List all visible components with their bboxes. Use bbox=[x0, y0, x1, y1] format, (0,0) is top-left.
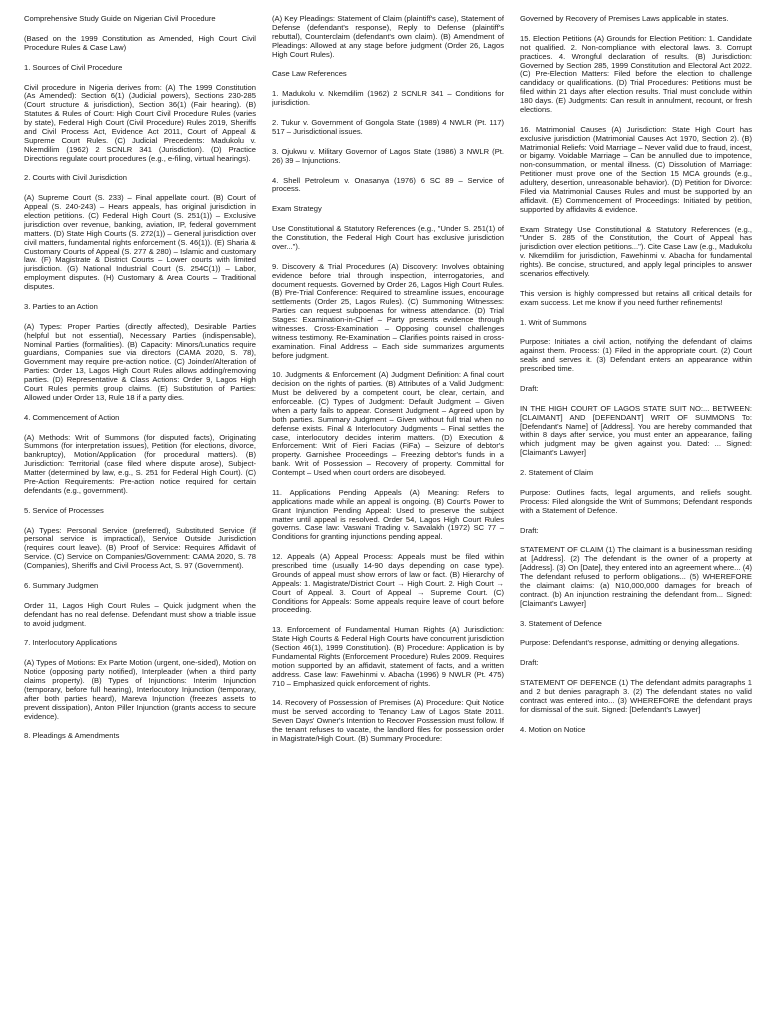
section-heading: Case Law References bbox=[272, 69, 347, 79]
section-heading: 3. Parties to an Action bbox=[24, 301, 98, 311]
section-heading: 8. Pleadings & Amendments bbox=[24, 731, 120, 741]
paragraph: (A) Key Pleadings: Statement of Claim (plaintiff's case), Statement of Defense (defendant's response), Reply to Defense (plaintiff's rebuttal), Counterclaim (defendant's own claim). (B) Amendment of Pleadings: Allowed at any stage before judgment (Order 26, Lagos High Court Rules). bbox=[272, 15, 504, 59]
paragraph: 13. Enforcement of Fundamental Human Rights (A) Jurisdiction: State High Courts & Federal High Courts have concurrent jurisdiction (Section 46(1), 1999 Constitution). (B) Procedure: Application is by Fundamental Rights (Enforcement Procedure) Rules 2009. Requires motion supported by an affidavit, statement of facts, and a written address. Case law: Fawehinmi v. Abacha (1996) 9 NWLR (Pt. 475) 710 – Emphasized quick enforcement of rights. bbox=[272, 625, 504, 688]
paragraph: Use Constitutional & Statutory References (e.g., "Under S. 251(1) of the Constitution, the Federal High Court has exclusive jurisdiction over..."). bbox=[272, 224, 504, 251]
section-heading: 3. Statement of Defence bbox=[520, 618, 602, 628]
paragraph: (A) Types: Personal Service (preferred), Substituted Service (if personal service is impractical), Service Outside Jurisdiction (requires court leave). (B) Proof of Service: Requires Affidavit of Service. (C) Service on Companies/Government: CAMA 2020, S. 78 (Companies), Sheriffs and Civil Process Act, S. 97 (Government). bbox=[24, 525, 256, 570]
paragraph: 10. Judgments & Enforcement (A) Judgment Definition: A final court decision on the rights of parties. (B) Attributes of a Valid Judgment: Must be delivered by a competent court, be clear, certain, and enforceable. (C) Types of Judgment: Default Judgment – Given when a party fails to appear. Consent Judgment – Agreed upon by both parties. Summary Judgment – Given without full trial when no defense exists. Final & Interlocutory Judgments – Final settles the case, interlocutory decides interim matters. (D) Execution & Enforcement: Writ of Fieri Facias (FiFa) – Seizure of debtor's property. Garnishee Proceedings – Freezing debtor's funds in a bank. Writ of Possession – Recovery of property. Committal for Contempt – Used when court orders are disobeyed. bbox=[272, 370, 504, 477]
section-heading: Draft: bbox=[520, 658, 539, 668]
paragraph: Exam Strategy Use Constitutional & Statutory References (e.g., "Under S. 285 of the Constitution, the Court of Appeal has jurisdiction over election petitions..."). Cite Case Law (e.g., Madukolu v. Nkemdilim for jurisdiction, Fawehinmi v. Abacha for fundamental rights). Be concise, structured, and apply legal principles to answer scenarios effectively. bbox=[520, 224, 752, 278]
paragraph: IN THE HIGH COURT OF LAGOS STATE SUIT NO:... BETWEEN: [CLAIMANT] AND [DEFENDANT] WRIT OF SUMMONS To: [Defendant's Name] of [Address]. You are hereby commanded that within 8 days after service, you must enter an appearance, failing which judgment may be given against you. Dated: ... Signed: [Claimant's Lawyer] bbox=[520, 403, 752, 458]
paragraph: 3. Ojukwu v. Military Governor of Lagos State (1986) 3 NWLR (Pt. 26) 39 – Injunctions. bbox=[272, 146, 504, 165]
section-heading: 6. Summary Judgmen bbox=[24, 580, 99, 590]
paragraph: Purpose: Outlines facts, legal arguments, and reliefs sought. Process: Filed alongside the Writ of Summons; Defendant responds with a Statement of Defence. bbox=[520, 487, 752, 515]
paragraph: 4. Shell Petroleum v. Onasanya (1976) 6 SC 89 – Service of process. bbox=[272, 175, 504, 194]
paragraph: This version is highly compressed but retains all critical details for exam success. Let me know if you need further refinements! bbox=[520, 288, 752, 307]
section-heading: 1. Writ of Summons bbox=[520, 317, 587, 327]
paragraph: 2. Tukur v. Government of Gongola State (1989) 4 NWLR (Pt. 117) 517 – Jurisdictional issues. bbox=[272, 118, 504, 136]
paragraph: STATEMENT OF CLAIM (1) The claimant is a businessman residing at [Address]. (2) The defendant is the owner of a property at [Address]. (3) On [Date], they entered into an agreement where... (4) The defendant refused to perform obligations... (5) WHEREFORE the claimant claims: (a) N10,000,000 damages for breach of contract. (b) An injunction restraining the defendant from... Signed: [Claimant's Lawyer] bbox=[520, 545, 752, 608]
paragraph: (Based on the 1999 Constitution as Amended, High Court Civil Procedure Rules & Case Law) bbox=[24, 33, 256, 52]
text-column-1 bbox=[24, 15, 256, 1024]
section-heading: 2. Statement of Claim bbox=[520, 468, 594, 477]
section-heading: 2. Courts with Civil Jurisdiction bbox=[24, 173, 127, 183]
section-heading: Draft: bbox=[520, 383, 539, 393]
section-heading: Draft: bbox=[520, 525, 539, 535]
paragraph: (A) Types: Proper Parties (directly affected), Desirable Parties (helpful but not essential), Necessary Parties (indispensable), Nominal Parties (formalities). (B) Capacity: Minors/Lunatics require guardians, Companies sue via directors (CAMA 2020, S. 78), Government may require pre-action notice. (C) Joinder/Alteration of Parties: Order 13, Lagos High Court Rules allows adding/removing parties. (D) Representative & Class Actions: Order 9, Lagos High Court Rules permits group claims. (E) Substitution of Parties: Allowed under Order 13, Rule 18 if a party dies. bbox=[24, 321, 256, 402]
paragraph: 9. Discovery & Trial Procedures (A) Discovery: Involves obtaining evidence before trial through inspection, interrogatories, and document requests. Governed by Order 26, Lagos High Court Rules. (B) Pre-Trial Conference: Required to streamline issues, encourage settlements (Order 25, Lagos Rules). (C) Summoning Witnesses: Parties can request subpoenas for witness attendance. (D) Trial Stages: Examination-in-Chief – Party presents evidence through witnesses. Cross-Examination – Opposing counsel challenges witness testimony. Re-Examination – Clarifies points raised in cross-examination. Final Address – Each side summarizes arguments before judgment. bbox=[272, 261, 504, 360]
paragraph: 1. Madukolu v. Nkemdilim (1962) 2 SCNLR 341 – Conditions for jurisdiction. bbox=[272, 89, 504, 108]
text-column-3 bbox=[520, 15, 752, 1024]
paragraph: Purpose: Initiates a civil action, notifying the defendant of claims against them. Process: (1) Filed in the appropriate court. (2) Court seals and serves it. (3) Defendant enters an appearance within prescribed time. bbox=[520, 337, 752, 373]
paragraph: Civil procedure in Nigeria derives from: (A) The 1999 Constitution (As Amended): Section 6(1) (Judicial powers), Sections 230-285 (Court structure & jurisdiction), Section 36(1) (Fair hearing). (B) Statutes & Rules of Court: High Court Civil Procedure Rules (varies by state), Federal High Court (Civil Procedure) Rules 2019, Sheriffs and Civil Process Act, Evidence Act 2011, Court of Appeal & Supreme Court Rules. (C) Judicial Precedents: Madukolu v. Nkemdilim (1962) 2 SCNLR 341 (Jurisdiction). (D) Practice Directions regulate court procedures (e.g., e-filing, virtual hearings). bbox=[24, 82, 256, 163]
section-heading: Exam Strategy bbox=[272, 204, 322, 214]
section-heading: 1. Sources of Civil Procedure bbox=[24, 62, 123, 72]
paragraph: Purpose: Defendant's response, admitting or denying allegations. bbox=[520, 638, 740, 648]
section-heading: 4. Commencement of Action bbox=[24, 412, 120, 422]
paragraph: 11. Applications Pending Appeals (A) Meaning: Refers to applications made while an appeal is ongoing. (B) Court's Power to Grant Injunction Pending Appeal: Used to preserve the subject matter until appeal is resolved. Order 54, Lagos High Court Rules governs. Case law: Vaswani Trading v. Savalakh (1972) SC 77 – Conditions for granting injunctions pending appeal. bbox=[272, 487, 504, 542]
section-heading: 5. Service of Processes bbox=[24, 505, 104, 515]
paragraph: (A) Types of Motions: Ex Parte Motion (urgent, one-sided), Motion on Notice (opposing party notified), Interpleader (when a third party claims property). (B) Types of Injunctions: Interim Injunction (temporary, before full hearing), Interlocutory Injunction (temporary, after both parties heard), Mareva Injunction (freezes assets to prevent dissipation), Anton Piller Injunction (grants access to secure evidence). bbox=[24, 658, 256, 721]
paragraph: 16. Matrimonial Causes (A) Jurisdiction: State High Court has exclusive jurisdiction (Matrimonial Causes Act 1970, Section 2). (B) Matrimonial Reliefs: Void Marriage – Never valid due to fraud, incest, or bigamy. Voidable Marriage – Can be annulled due to impotence, non-consummation, or mental illness. (C) Dissolution of Marriage: Petitioner must prove one of the Section 15 MCA grounds (e.g., adultery, desertion, unreasonable behavior). (D) Petition for Divorce: Filed via Matrimonial Causes Rules and must be supported by an affidavit. (E) Commencement of Proceedings: Initiated by petition, supported by affidavits & evidence. bbox=[520, 124, 752, 214]
paragraph: Comprehensive Study Guide on Nigerian Civil Procedure bbox=[24, 15, 216, 23]
section-heading: 7. Interlocutory Applications bbox=[24, 638, 117, 648]
paragraph: (A) Supreme Court (S. 233) – Final appellate court. (B) Court of Appeal (S. 240-243) – Hears appeals, has original jurisdiction in election petitions. (C) Federal High Court (S. 251(1)) – Exclusive jurisdiction over revenue, banking, aviation, IP, federal government matters. (D) State High Courts (S. 272(1)) – General jurisdiction over civil matters, fundamental rights enforcement (S. 46(1)). (E) Sharia & Customary Courts of Appeal (S. 277 & 280) – Islamic and customary law. (F) Magistrate & District Courts – Lower courts with limited jurisdiction. (G) National Industrial Court (S. 254C(1)) – Labor, employment disputes. (H) Customary & Area Courts – Traditional disputes. bbox=[24, 193, 256, 291]
paragraph: Governed by Recovery of Premises Laws applicable in states. bbox=[520, 15, 729, 23]
text-column-2 bbox=[272, 15, 504, 1024]
paragraph: (A) Methods: Writ of Summons (for disputed facts), Originating Summons (for interpretation issues), Petition (for elections, divorce, bankruptcy), Motion/Application (for procedural matters). (B) Jurisdiction: Territorial (case filed where dispute arose), Subject-Matter (determined by law, e.g., S. 251 for Federal High Court). (C) Pre-Action Requirements: Pre-action notice required for certain defendants (e.g., government). bbox=[24, 432, 256, 495]
paragraph: STATEMENT OF DEFENCE (1) The defendant admits paragraphs 1 and 2 but denies paragraph 3. (2) The defendant states no valid contract was entered into... (3) WHEREFORE the defendant prays for dismissal of the suit. Signed: [Defendant's Lawyer] bbox=[520, 678, 752, 714]
paragraph: Order 11, Lagos High Court Rules – Quick judgment when the defendant has no real defense. Defendant must show a triable issue to avoid judgment. bbox=[24, 600, 256, 628]
section-heading: 4. Motion on Notice bbox=[520, 724, 586, 734]
paragraph: 12. Appeals (A) Appeal Process: Appeals must be filed within prescribed time (usually 14-90 days depending on case type). Grounds of appeal must show errors of law or fact. (B) Hierarchy of Appeals: 1. Magistrate/District Court → High Court. 2. High Court → Court of Appeal. 3. Court of Appeal → Supreme Court. (C) Conditions for Appeals: Some appeals require leave of court before proceeding. bbox=[272, 552, 504, 615]
paragraph: 14. Recovery of Possession of Premises (A) Procedure: Quit Notice must be served according to Tenancy Law of Lagos State 2011. Seven Days' Owner's Intention to Recover Possession must follow. If the tenant refuses to vacate, the landlord files for possession order in Magistrate/High Court. (B) Summary Procedure: bbox=[272, 698, 504, 743]
paragraph: 15. Election Petitions (A) Grounds for Election Petition: 1. Candidate not qualified. 2. Non-compliance with electoral laws. 3. Corrupt practices. 4. Wrongful declaration of results. (B) Jurisdiction: Governed by Section 285, 1999 Constitution and Electoral Act 2022. (C) Pre-Election Matters: Filed before the election to challenge candidacy or qualifications. (D) Trial Procedures: Petitions must be filed within 21 days after election results. Trial must conclude within 180 days. (E) Judgments: Can result in annulment, recount, or fresh elections. bbox=[520, 33, 752, 114]
